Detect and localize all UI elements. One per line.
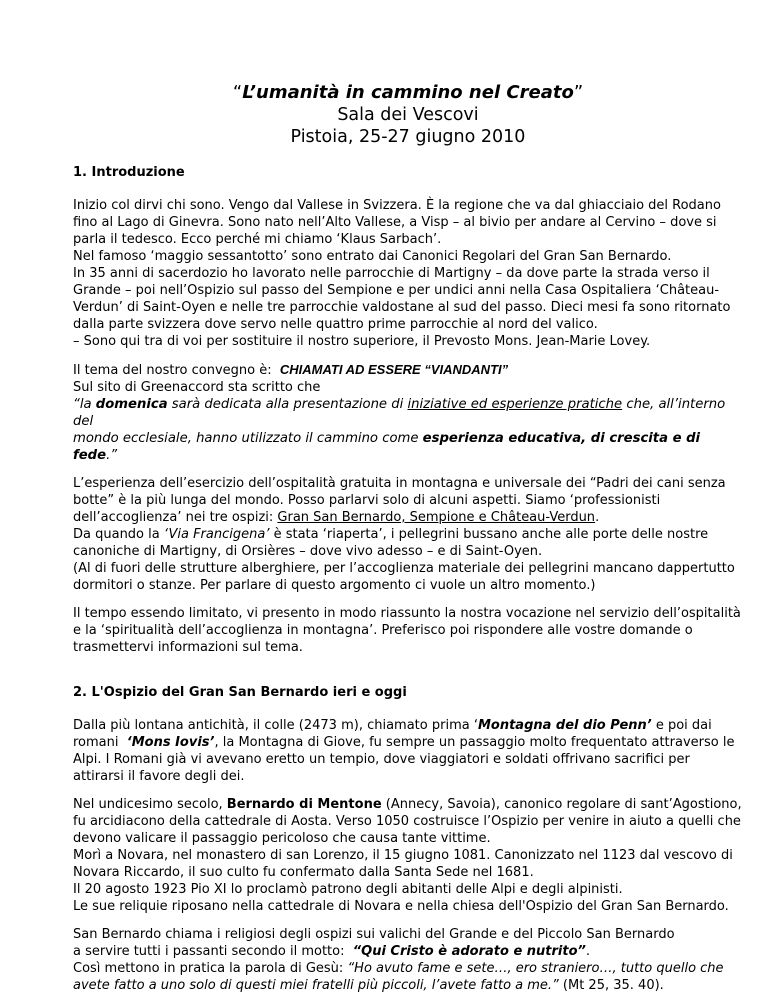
via-francigena-italic: ‘Via Francigena’ <box>163 527 270 542</box>
text-part: romani <box>73 735 127 750</box>
text-line <box>73 509 743 526</box>
document-title <box>73 82 743 104</box>
text-line <box>73 526 743 543</box>
text-line: fino al Lago di Ginevra. Sono nato nell’Alto Vallese, a Visp – al bivio per andare al Cervino – dove si <box>73 215 717 230</box>
quote-part: “la <box>73 397 96 412</box>
text-line <box>73 943 743 960</box>
text-part: e poi dai <box>651 718 712 733</box>
tema-prefix: Il tema del nostro convegno è: <box>73 363 280 378</box>
title-block <box>73 82 743 148</box>
text-line: fu arcidiacono della cattedrale di Aosta. Verso 1050 costruisce l’Ospizio per venire in aiuto a quelli che <box>73 814 741 829</box>
text-line: (Al di fuori delle strutture alberghiere, per l’accoglienza materiale dei pellegrini mancano dappertutto <box>73 561 735 576</box>
text-line: parla il tedesco. Ecco perché mi chiamo ‘Klaus Sarbach’. <box>73 232 442 247</box>
bernardo-bold: Bernardo di Mentone <box>226 797 382 812</box>
tempo-paragraph <box>73 605 743 656</box>
text-line: Grande – poi nell’Ospizio sul passo del Sempione e per undici anni nella Casa Ospitaliera ‘Château- <box>73 283 720 298</box>
bernardo-paragraph <box>73 796 743 915</box>
tema-title: CHIAMATI AD ESSERE “VIANDANTI” <box>279 362 509 377</box>
document-body <box>73 0 743 994</box>
quote-line <box>73 430 743 464</box>
text-line <box>73 796 743 813</box>
text-line <box>73 717 743 734</box>
text-line: Nel famoso ‘maggio sessantotto’ sono entrato dai Canonici Regolari del Gran San Bernardo. <box>73 249 672 264</box>
text-line: San Bernardo chiama i religiosi degli ospizi sui valichi del Grande e del Piccolo San Bernardo <box>73 927 675 942</box>
text-line: Verdun’ di Saint-Oyen e nelle tre parrocchie valdostane al sud del passo. Dieci mesi fa sono ritornato <box>73 300 731 315</box>
text-line: L’esperienza dell’esercizio dell’ospitalità gratuita in montagna e universale dei “Padri dei cani senza <box>73 476 726 491</box>
text-line: devono valicare il passaggio pericoloso che causa tante vittime. <box>73 831 491 846</box>
title-text: L’umanità in cammino nel Creato <box>242 82 574 103</box>
site-line: Sul sito di Greenaccord sta scritto che <box>73 380 321 395</box>
tema-paragraph <box>73 361 743 464</box>
text-part: . <box>585 944 591 959</box>
antichita-paragraph <box>73 717 743 785</box>
title-open-quote: “ <box>232 82 243 103</box>
text-line: botte” è la più lunga del mondo. Posso parlarvi solo di alcuni aspetti. Siamo ‘professionisti <box>73 493 661 508</box>
text-line: Inizio col dirvi chi sono. Vengo dal Vallese in Svizzera. È la regione che va dal ghiacciaio del Rodano <box>73 198 721 213</box>
text-part: , la Montagna di Giove, fu sempre un passaggio molto frequentato attraverso le <box>214 735 735 750</box>
text-line <box>73 977 743 994</box>
title-close-quote: ” <box>573 82 584 103</box>
text-line: Novara Riccardo, il suo culto fu confermato dalla Santa Sede nel 1681. <box>73 865 534 880</box>
text-line: In 35 anni di sacerdozio ho lavorato nelle parrocchie di Martigny – da dove parte la strada verso il <box>73 266 710 281</box>
motto-bold-italic: “Qui Cristo è adorato e nutrito” <box>352 944 586 959</box>
text-line: dalla parte svizzera dove servo nelle quattro prime parrocchie al nord del valico. <box>73 317 598 332</box>
venue: Sala dei Vescovi <box>337 105 479 125</box>
text-part: Dalla più lontana antichità, il colle (2473 m), chiamato prima ‘ <box>73 718 478 733</box>
text-line <box>73 960 743 977</box>
text-line: Il 20 agosto 1923 Pio XI lo proclamò patrono degli abitanti delle Alpi e degli alpinisti. <box>73 882 623 897</box>
text-part: Da quando la <box>73 527 164 542</box>
gospel-quote-italic: avete fatto a uno solo di questi miei fratelli più piccoli, l’avete fatto a me.” <box>73 978 559 993</box>
text-part: (Annecy, Savoia), canonico regolare di sant’Agostiono, <box>381 797 742 812</box>
text-part: dell’accoglienza’ nei tre ospizi: <box>73 510 278 525</box>
text-line <box>73 734 743 751</box>
text-line: dormitori o stanze. Per parlare di questo argomento ci vuole un altro momento.) <box>73 578 596 593</box>
mons-iovis-bold-italic: ‘Mons Iovis’ <box>126 735 215 750</box>
place-date: Pistoia, 25-27 giugno 2010 <box>290 127 526 147</box>
text-line: attirarsi il favore degli dei. <box>73 769 245 784</box>
quote-bold: domenica <box>95 397 168 412</box>
text-part: Nel undicesimo secolo, <box>73 797 227 812</box>
section-heading-ospizio: 2. L'Ospizio del Gran San Bernardo ieri e oggi <box>73 685 407 700</box>
text-line: Morì a Novara, nel monastero di san Lorenzo, il 15 giugno 1081. Canonizzato nel 1123 dal vescovo di <box>73 848 733 863</box>
text-line: Il tempo essendo limitato, vi presento in modo riassunto la nostra vocazione nel servizio dell’ospitalità <box>73 606 741 621</box>
quote-underlined: iniziative ed esperienze pratiche <box>407 397 623 412</box>
text-line: Alpi. I Romani già vi avevano eretto un tempio, dove viaggiatori e soldati offrivano sacrifici per <box>73 752 690 767</box>
quote-line <box>73 396 743 430</box>
quote-part: sarà dedicata alla presentazione di <box>167 397 408 412</box>
text-line: Le sue reliquie riposano nella cattedrale di Novara e nella chiesa dell'Ospizio del Gran San Bernardo. <box>73 899 729 914</box>
text-part: Così mettono in pratica la parola di Gesù: <box>73 961 348 976</box>
section-heading-introduzione: 1. Introduzione <box>73 165 185 180</box>
text-line: canoniche di Martigny, di Orsières – dove vivo adesso – e di Saint-Oyen. <box>73 544 543 559</box>
text-line: trasmettervi informazioni sul tema. <box>73 640 303 655</box>
gospel-quote-italic: “Ho avuto fame e sete…, ero straniero…, tutto quello che <box>347 961 724 976</box>
quote-bold: esperienza educativa, di crescita e di fede <box>73 431 701 463</box>
motto-paragraph <box>73 926 743 994</box>
montagna-penn-bold-italic: Montagna del dio Penn’ <box>477 718 652 733</box>
text-line: – Sono qui tra di voi per sostituire il nostro superiore, il Prevosto Mons. Jean-Marie Lovey. <box>73 334 651 349</box>
text-line: e la ‘spiritualità dell’accoglienza in montagna’. Preferisco poi rispondere alle vostre domande o <box>73 623 693 638</box>
text-part: a servire tutti i passanti secondo il motto: <box>73 944 353 959</box>
intro-paragraph <box>73 197 743 350</box>
esperienza-paragraph <box>73 475 743 594</box>
quote-part: che, all’interno del <box>73 397 726 429</box>
ospizi-underlined: Gran San Bernardo, Sempione e Château-Verdun <box>277 510 596 525</box>
text-part: è stata ‘riaperta’, i pellegrini bussano anche alle porte delle nostre <box>269 527 709 542</box>
quote-part: .” <box>106 448 118 463</box>
tema-line <box>73 361 743 379</box>
quote-part: mondo ecclesiale, hanno utilizzato il cammino come <box>73 431 423 446</box>
text-part: . <box>595 510 600 525</box>
gospel-reference: (Mt 25, 35. 40). <box>558 978 664 993</box>
